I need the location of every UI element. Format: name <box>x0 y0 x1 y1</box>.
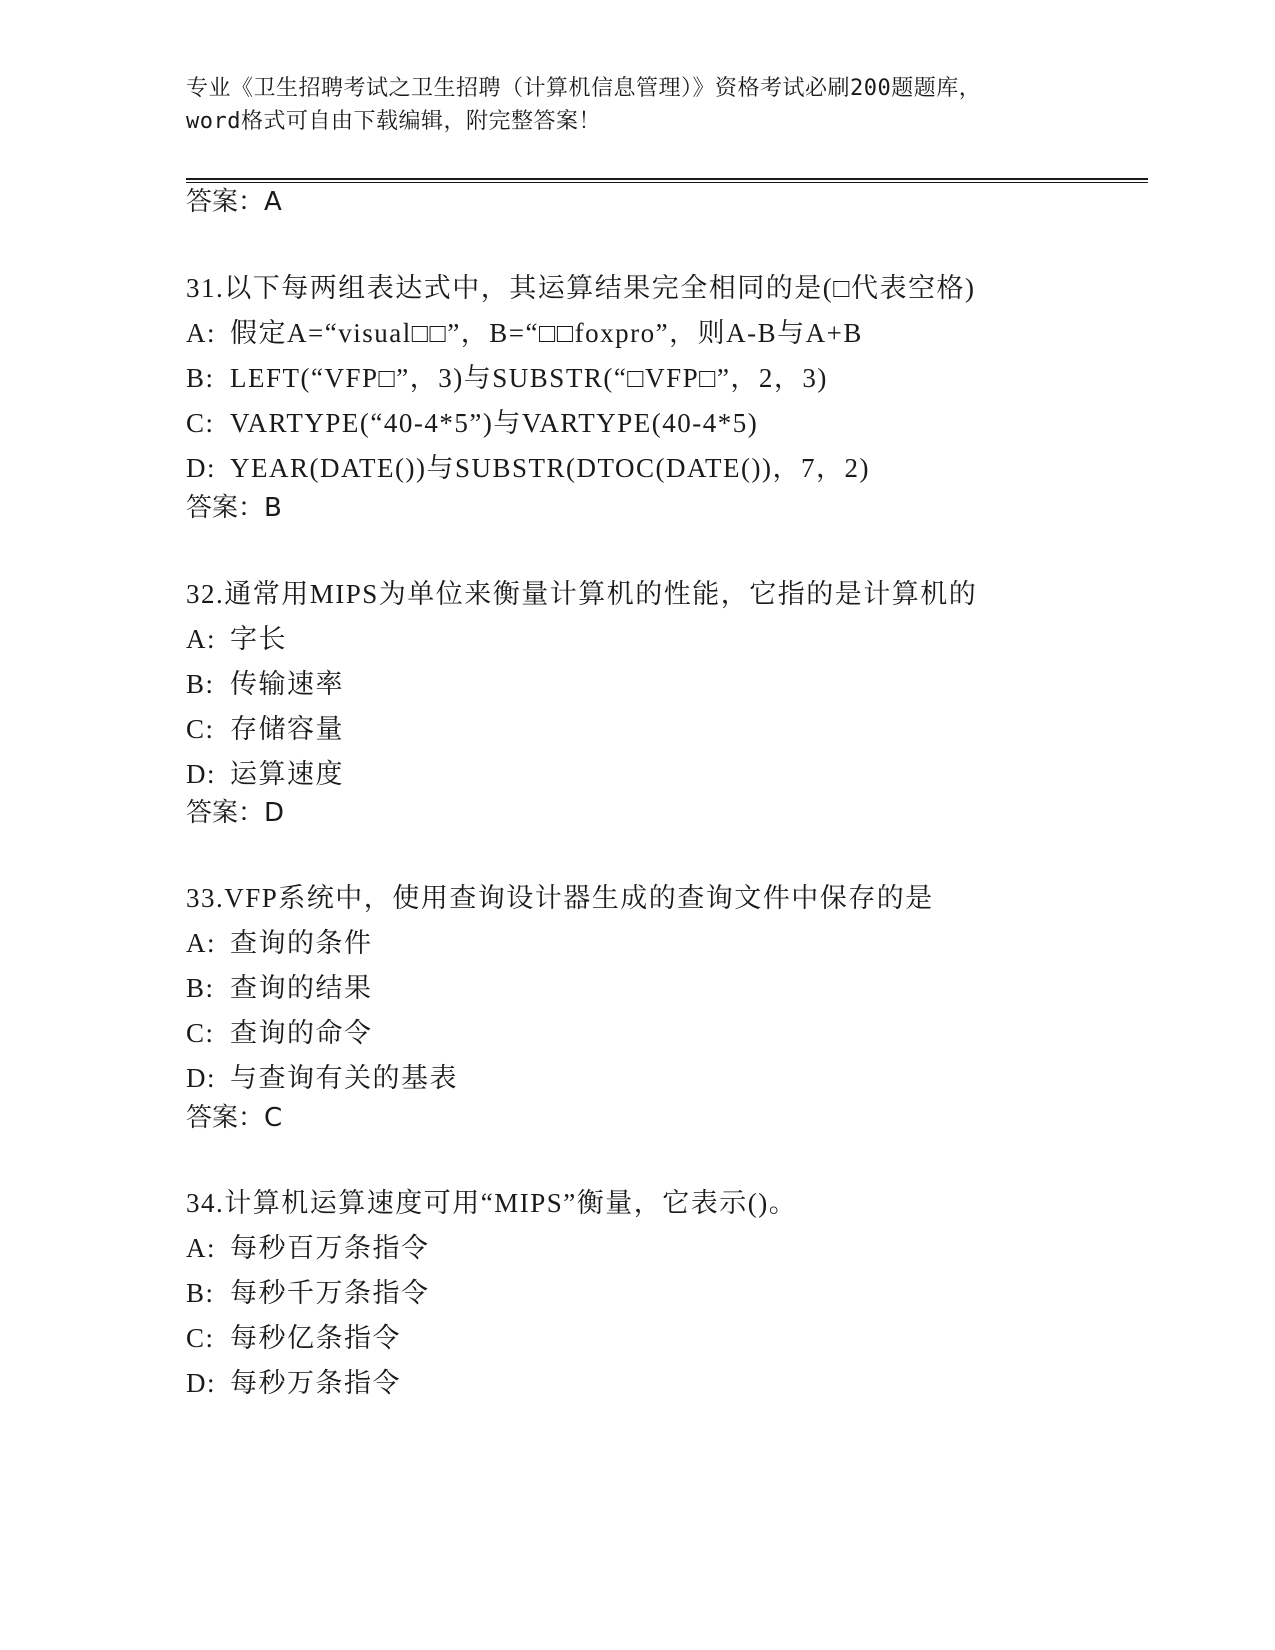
option-letter: D: <box>186 759 216 789</box>
option-text: 传输速率 <box>230 669 344 699</box>
question-33 <box>186 876 934 1101</box>
answer-q33: 答案：C <box>186 1103 283 1133</box>
option-d <box>186 1056 934 1101</box>
option-a <box>186 617 977 662</box>
option-c <box>186 401 976 446</box>
header-line-2: word格式可自由下载编辑，附完整答案！ <box>186 109 601 134</box>
option-b <box>186 966 934 1011</box>
answer-q32: 答案：D <box>186 798 285 828</box>
option-text: LEFT(“VFP□”，3)与SUBSTR(“□VFP□”，2，3) <box>230 363 828 393</box>
question-title: 34.计算机运算速度可用“MIPS”衡量，它表示()。 <box>186 1188 798 1218</box>
option-letter: C: <box>186 1018 215 1048</box>
option-c <box>186 1011 934 1056</box>
option-text: YEAR(DATE())与SUBSTR(DTOC(DATE())，7，2) <box>230 453 870 483</box>
option-letter: B: <box>186 669 215 699</box>
option-text: 查询的条件 <box>230 928 373 958</box>
answer-q30: 答案：A <box>186 187 282 217</box>
option-letter: D: <box>186 1063 216 1093</box>
option-letter: B: <box>186 363 215 393</box>
question-title: 31.以下每两组表达式中，其运算结果完全相同的是(□代表空格) <box>186 273 976 303</box>
option-letter: C: <box>186 714 215 744</box>
question-title: 33.VFP系统中，使用查询设计器生成的查询文件中保存的是 <box>186 883 934 913</box>
option-a <box>186 311 976 356</box>
option-letter: C: <box>186 1323 215 1353</box>
option-text: 字长 <box>230 624 287 654</box>
option-letter: B: <box>186 973 215 1003</box>
option-text: 存储容量 <box>230 714 344 744</box>
option-b <box>186 662 977 707</box>
question-title: 32.通常用MIPS为单位来衡量计算机的性能，它指的是计算机的 <box>186 579 978 609</box>
option-d <box>186 446 976 491</box>
option-text: VARTYPE(“40-4*5”)与VARTYPE(40-4*5) <box>230 408 759 438</box>
option-letter: A: <box>186 318 216 348</box>
option-b <box>186 356 976 401</box>
option-letter: C: <box>186 408 215 438</box>
option-text: 每秒千万条指令 <box>230 1278 430 1308</box>
option-text: 每秒百万条指令 <box>230 1233 430 1263</box>
option-text: 与查询有关的基表 <box>230 1063 458 1093</box>
option-a <box>186 1226 797 1271</box>
option-text: 查询的结果 <box>230 973 373 1003</box>
option-letter: D: <box>186 1368 216 1398</box>
option-letter: A: <box>186 624 216 654</box>
question-32 <box>186 572 977 797</box>
option-letter: A: <box>186 1233 216 1263</box>
option-d <box>186 1361 797 1406</box>
option-text: 查询的命令 <box>230 1018 373 1048</box>
option-letter: B: <box>186 1278 215 1308</box>
option-text: 每秒亿条指令 <box>230 1323 401 1353</box>
option-text: 每秒万条指令 <box>230 1368 401 1398</box>
option-c <box>186 1316 797 1361</box>
option-b <box>186 1271 797 1316</box>
option-c <box>186 707 977 752</box>
option-a <box>186 921 934 966</box>
option-letter: D: <box>186 453 216 483</box>
option-text: 运算速度 <box>230 759 344 789</box>
question-34 <box>186 1181 797 1406</box>
header-line-1: 专业《卫生招聘考试之卫生招聘（计算机信息管理）》资格考试必刷200题题库， <box>186 76 982 101</box>
option-text: 假定A=“visual□□”，B=“□□foxpro”，则A-B与A+B <box>230 318 863 348</box>
answer-q31: 答案：B <box>186 493 282 523</box>
question-31 <box>186 266 976 491</box>
option-letter: A: <box>186 928 216 958</box>
document-header <box>186 72 1086 138</box>
header-divider <box>186 178 1148 183</box>
option-d <box>186 752 977 797</box>
